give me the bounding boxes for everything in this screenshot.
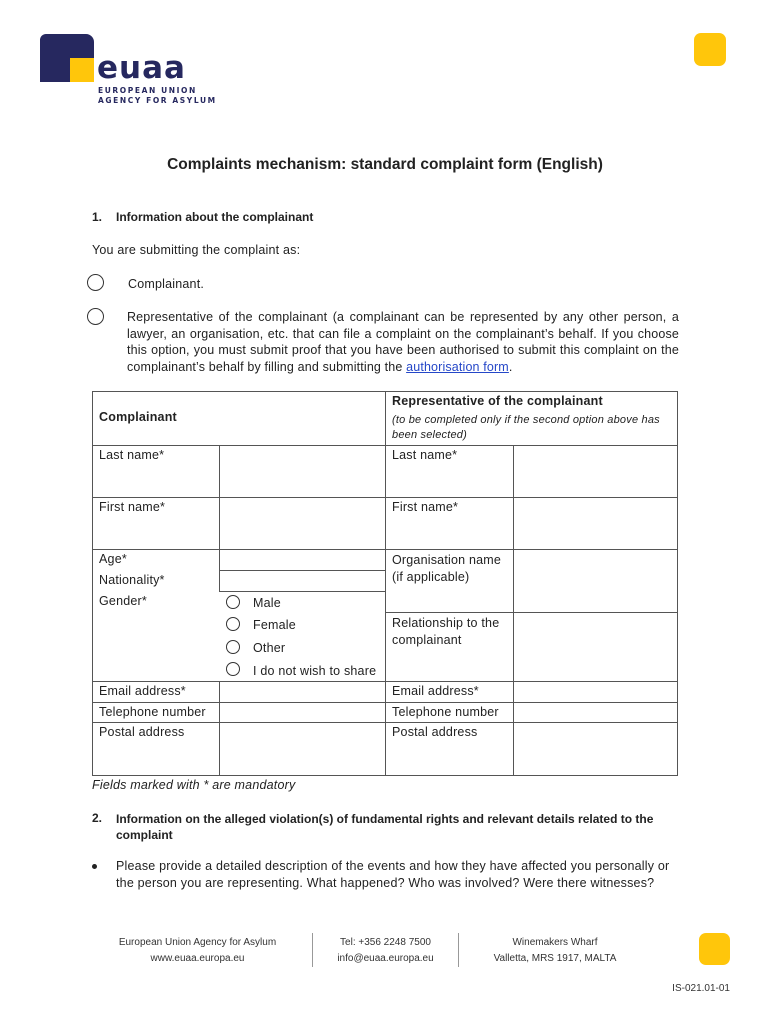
representative-note: (to be completed only if the second option above has been selected) xyxy=(392,414,660,441)
page-title: Complaints mechanism: standard complaint form (English) xyxy=(167,156,603,173)
representative-option-label xyxy=(127,309,679,375)
rep-telephone-input[interactable] xyxy=(514,703,677,722)
document-id: IS-021.01-01 xyxy=(672,983,730,994)
accent-square-bottom xyxy=(699,933,730,965)
complainant-option-label: Complainant. xyxy=(128,277,205,291)
label-first-name: First name* xyxy=(99,500,166,514)
label-age: Age* xyxy=(99,552,127,566)
authorisation-form-link[interactable]: authorisation form xyxy=(406,359,509,374)
first-name-input[interactable] xyxy=(220,498,385,549)
rep-label-first-name: First name* xyxy=(392,500,459,514)
label-email: Email address* xyxy=(99,684,186,698)
footer-email[interactable]: info@euaa.europa.eu xyxy=(337,953,434,964)
table-border-left xyxy=(92,391,93,776)
gender-male-label: Male xyxy=(253,596,281,610)
gender-no-share-label: I do not wish to share xyxy=(253,664,377,678)
footer-phone: Tel: +356 2248 7500 xyxy=(340,937,431,948)
logo-subtitle-1: EUROPEAN UNION xyxy=(98,86,197,95)
section2-heading: Information on the alleged violation(s) of fundamental rights and relevant details related to the complaint xyxy=(116,812,654,842)
rep-label-email: Email address* xyxy=(392,684,479,698)
footer-website[interactable]: www.euaa.europa.eu xyxy=(150,953,245,964)
mandatory-note: Fields marked with * are mandatory xyxy=(92,778,296,792)
rep-label-relationship: Relationship to the complainant xyxy=(392,616,500,647)
section2-number: 2. xyxy=(92,811,103,825)
representative-radio[interactable] xyxy=(87,308,104,325)
rep-email-input[interactable] xyxy=(514,682,677,702)
representative-option-text: Representative of the complainant (a complainant can be represented by any other person, a lawyer, an organisation, etc. that can file a complaint on the complainant’s behalf. If you choose this option, you must submit proof that you have been authorised to submit this complaint on the complainant’s behalf by filling and submitting the xyxy=(127,310,679,374)
footer-agency-name: European Union Agency for Asylum xyxy=(118,937,277,948)
label-last-name: Last name* xyxy=(99,448,165,462)
rep-organisation-input[interactable] xyxy=(514,550,677,612)
gender-female-radio[interactable] xyxy=(226,617,240,631)
logo-subtitle-2: AGENCY FOR ASYLUM xyxy=(98,96,217,105)
rep-last-name-input[interactable] xyxy=(514,446,677,497)
label-nationality: Nationality* xyxy=(99,573,165,587)
age-input[interactable] xyxy=(220,550,385,570)
gender-female-label: Female xyxy=(253,618,296,632)
rep-postal-address-input[interactable] xyxy=(514,723,677,775)
representative-option-end: . xyxy=(508,359,513,374)
label-telephone: Telephone number xyxy=(99,705,206,719)
rep-label-postal: Postal address xyxy=(392,725,478,739)
telephone-input[interactable] xyxy=(220,703,385,722)
rep-label-last-name: Last name* xyxy=(392,448,458,462)
table-border-right xyxy=(677,391,678,776)
logo-wordmark: euaa xyxy=(97,50,186,86)
accent-square-top xyxy=(694,33,726,66)
section1-number: 1. xyxy=(92,210,103,224)
last-name-input[interactable] xyxy=(220,446,385,497)
label-postal: Postal address xyxy=(99,725,185,739)
section1-heading: Information about the complainant xyxy=(116,210,314,224)
gender-male-radio[interactable] xyxy=(226,595,240,609)
footer-address-2: Valletta, MRS 1917, MALTA xyxy=(493,953,617,964)
gender-other-radio[interactable] xyxy=(226,640,240,654)
email-input[interactable] xyxy=(220,682,385,702)
bullet-dot xyxy=(92,864,97,869)
rep-relationship-input[interactable] xyxy=(514,613,677,681)
gender-other-label: Other xyxy=(253,641,286,655)
complainant-radio[interactable] xyxy=(87,274,104,291)
complainant-header: Complainant xyxy=(99,410,177,424)
label-gender: Gender* xyxy=(99,594,147,608)
representative-header: Representative of the complainant xyxy=(392,394,603,408)
section2-bullet-text: Please provide a detailed description of the events and how they have affected you personally or the person you are representing. What happened? Who was involved? Were there witnesses? xyxy=(116,859,670,890)
rep-first-name-input[interactable] xyxy=(514,498,677,549)
postal-address-input[interactable] xyxy=(220,723,385,775)
rep-label-organisation: Organisation name (if applicable) xyxy=(392,553,502,584)
gender-no-share-radio[interactable] xyxy=(226,662,240,676)
nationality-input[interactable] xyxy=(220,571,385,591)
table-center-divider xyxy=(385,391,386,776)
rep-label-telephone: Telephone number xyxy=(392,705,499,719)
footer-address-1: Winemakers Wharf xyxy=(512,937,598,948)
row-line-l5 xyxy=(219,591,385,592)
section1-intro: You are submitting the complaint as: xyxy=(92,243,301,257)
